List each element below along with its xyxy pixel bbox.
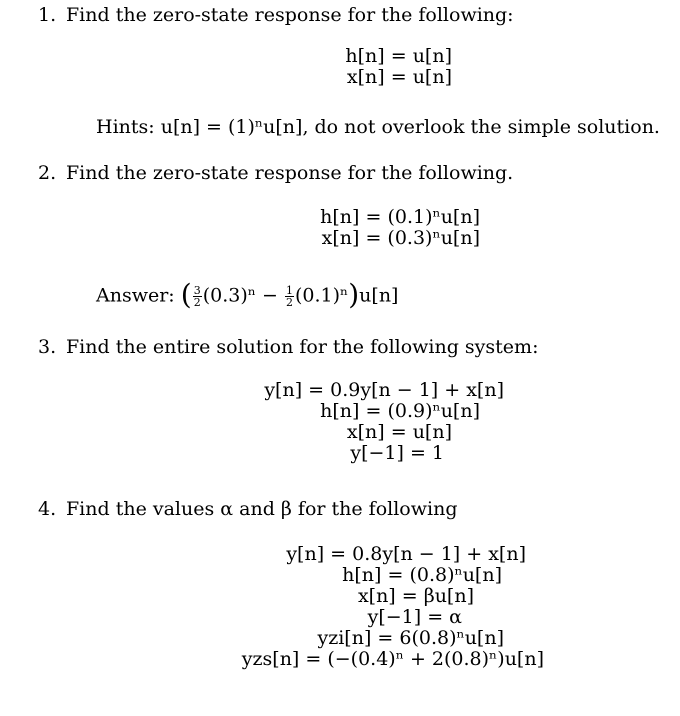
answer-line [96,280,398,313]
question-text: Find the zero-state response for the following: [66,4,514,26]
answer-term-2: (0.1)ⁿ [294,284,349,307]
question-number: 2. [38,162,57,184]
question-number: 1. [38,4,57,26]
equation-block-2 [320,207,480,249]
equation: x[n] = u[n] [346,66,452,88]
equation: yzs[n] = (−(0.4)ⁿ + 2(0.8)ⁿ)u[n] [241,648,544,670]
equation: y[n] = 0.8y[n − 1] + x[n] [286,543,526,565]
equation: h[n] = u[n] [345,45,452,67]
right-paren: ) [348,278,360,311]
equation: y[−1] = α [367,606,462,628]
question-1 [38,4,514,26]
equation: h[n] = (0.9)ⁿu[n] [320,400,480,422]
equation: x[n] = u[n] [346,421,452,443]
equation-block-4 [242,544,544,670]
question-text: Find the entire solution for the following system: [66,336,539,358]
equation: x[n] = βu[n] [357,585,474,607]
question-number: 4. [38,498,57,520]
fraction-1-2: $\frac{1}{2}$ [285,284,293,309]
equation: yzi[n] = 6(0.8)ⁿu[n] [317,627,504,649]
left-paren: ( [180,278,192,311]
equation-block-3 [264,380,504,464]
question-text: Find the values α and β for the following [66,498,458,520]
equation: h[n] = (0.1)ⁿu[n] [320,206,480,228]
equation: y[n] = 0.9y[n − 1] + x[n] [264,379,504,401]
question-number: 3. [38,336,57,358]
equation-block-1 [345,46,452,88]
question-text: Find the zero-state response for the following. [66,162,514,184]
hint-text: Hints: u[n] = (1)ⁿu[n], do not overlook the simple solution. [96,116,660,138]
question-3 [38,336,538,358]
answer-label: Answer: [96,284,175,307]
question-4 [38,498,457,520]
answer-tail: u[n] [359,284,399,307]
fraction-3-2: $\frac{3}{2}$ [193,284,201,309]
equation: y[−1] = 1 [350,442,444,464]
equation: h[n] = (0.8)ⁿu[n] [342,564,502,586]
equation: x[n] = (0.3)ⁿu[n] [321,227,480,249]
answer-term-1: (0.3)ⁿ − [202,284,278,307]
question-2 [38,162,513,184]
